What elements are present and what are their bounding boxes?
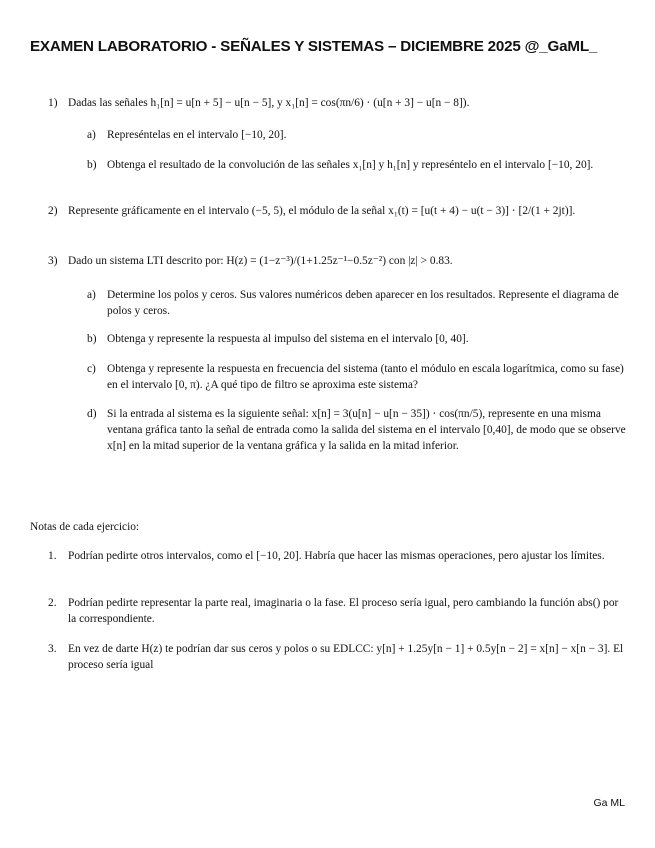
subitem-label: c) — [87, 363, 96, 375]
subitem-label: b) — [87, 159, 97, 171]
note-label: 3. — [48, 643, 57, 655]
subitem-text: Obtenga y represente la respuesta en frecuencia del sistema (tanto el módulo en escala logarítmica, como su fase) en el intervalo [0, π). ¿A qué tipo de filtro se aproxima este sistema? — [107, 363, 624, 391]
page-title: EXAMEN LABORATORIO - SEÑALES Y SISTEMAS – DICIEMBRE 2025 @_GaML_ — [30, 38, 598, 55]
exercise-number: 2) — [48, 205, 58, 217]
note-text: En vez de darte H(z) te podrían dar sus ceros y polos o su EDLCC: y[n] + 1.25y[n − 1] + 0.5y[n − 2] = x[n] − x[n − 3]. El proceso sería igual — [68, 643, 624, 671]
exercise-text: Dado un sistema LTI descrito por: H(z) = (1−z⁻³)/(1+1.25z⁻¹−0.5z⁻²) con |z| > 0.83. — [68, 255, 453, 267]
subitem-label: a) — [87, 129, 96, 141]
subitem-text: Represéntelas en el intervalo [−10, 20]. — [107, 129, 287, 141]
note-text: Podrían pedirte otros intervalos, como el [−10, 20]. Habría que hacer las mismas operaciones, pero ajustar los límites. — [68, 550, 605, 562]
exercise-number: 1) — [48, 97, 58, 109]
exercise-text: Dadas las señales h₁[n] = u[n + 5] − u[n − 5], y x₁[n] = cos(πn/6) ⋅ (u[n + 3] − u[n − 8]). — [68, 97, 470, 109]
exercise-text: Represente gráficamente en el intervalo (−5, 5), el módulo de la señal x₁(t) = [u(t + 4) − u(t − 3)] ⋅ [2/(1 + 2jt)]. — [68, 205, 576, 217]
note-label: 2. — [48, 597, 57, 609]
subitem-text: Si la entrada al sistema es la siguiente señal: x[n] = 3(u[n] − u[n − 35]) ⋅ cos(πn/5), represente en una misma ventana gráfica tanto la señal de entrada como la salida del sistema en el intervalo [0,40], de modo que se observe x[n] en la mitad superior de la ventana gráfica y la salida en la mitad inferior. — [107, 408, 626, 452]
exercise-number: 3) — [48, 255, 58, 267]
subitem-text: Determine los polos y ceros. Sus valores numéricos deben aparecer en los resultados. Represente el diagrama de polos y ceros. — [107, 289, 619, 317]
subitem-label: d) — [87, 408, 97, 420]
footer-author: Ga ML — [593, 797, 625, 809]
note-label: 1. — [48, 550, 57, 562]
notes-heading: Notas de cada ejercicio: — [30, 521, 140, 533]
subitem-text: Obtenga el resultado de la convolución de las señales x₁[n] y h₁[n] y represéntelo en el intervalo [−10, 20]. — [107, 159, 594, 171]
subitem-label: b) — [87, 333, 97, 345]
subitem-label: a) — [87, 289, 96, 301]
note-text: Podrían pedirte representar la parte real, imaginaria o la fase. El proceso sería igual, pero cambiando la función abs() por la correspondiente. — [68, 597, 619, 625]
subitem-text: Obtenga y represente la respuesta al impulso del sistema en el intervalo [0, 40]. — [107, 333, 469, 345]
